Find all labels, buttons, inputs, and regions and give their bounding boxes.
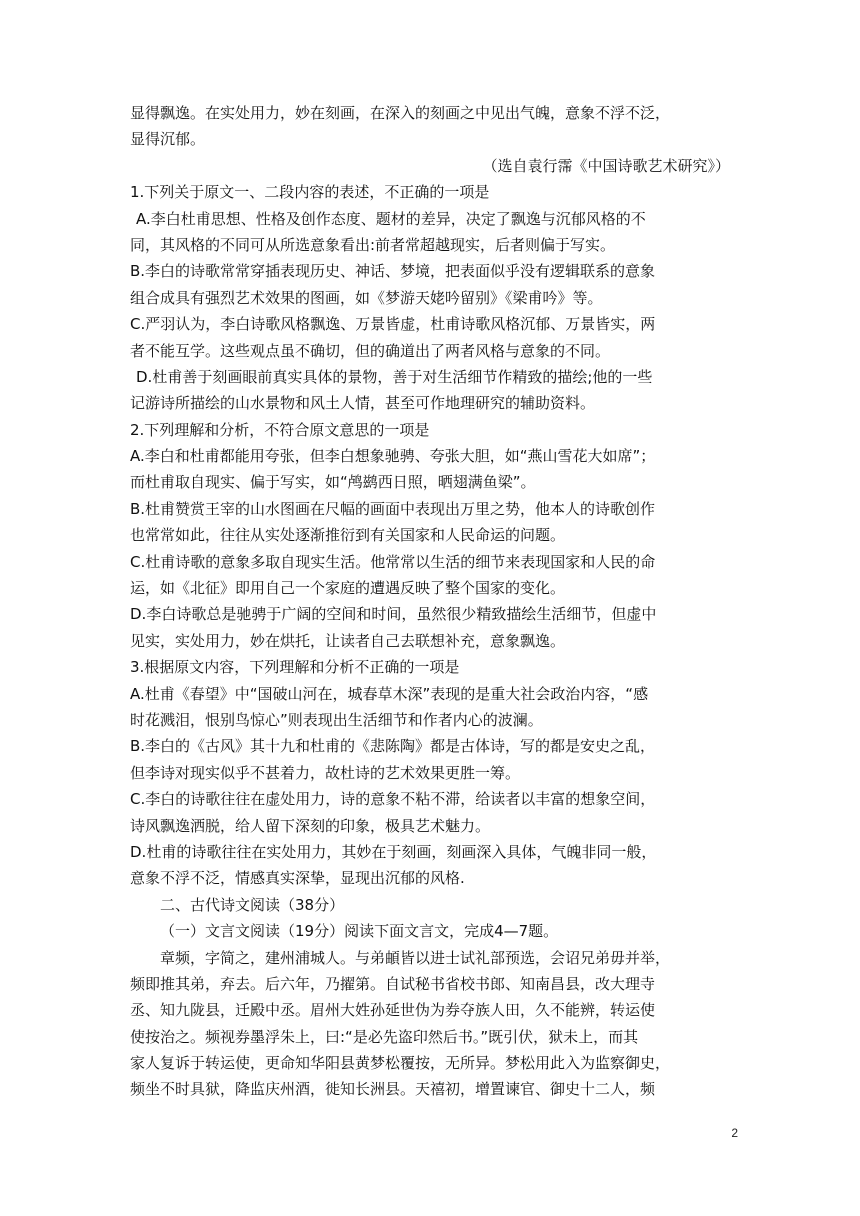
text-line: 使按治之。频视券墨浮朱上，曰:“是必先盗印然后书。”既引伏，狱未上，而其 <box>130 1027 639 1046</box>
text-line: 同，其风格的不同可从所选意象看出:前者常超越现实，后者则偏于写实。 <box>130 235 616 254</box>
text-line: B.李白的诗歌常常穿插表现历史、神话、梦境，把表面似乎没有逻辑联系的意象 <box>130 262 656 281</box>
text-line: 组合成具有强烈艺术效果的图画，如《梦游天姥吟留别》《梁甫吟》等。 <box>130 288 603 307</box>
text-line: 章频，字简之，建州浦城人。与弟頔皆以进士试礼部预选，会诏兄弟毋并举， <box>160 948 671 967</box>
text-line: 时花溅泪，恨别鸟惊心”则表现出生活细节和作者内心的波澜。 <box>130 710 543 729</box>
text-line: 记游诗所描绘的山水景物和风土人情，甚至可作地理研究的辅助资料。 <box>130 394 596 413</box>
page-body-text <box>130 100 730 1103</box>
text-line: 丞、知九陇县，迁殿中丞。眉州大姓孙延世伪为券夺族人田，久不能辨，转运使 <box>130 1001 656 1020</box>
text-line: C.严羽认为，李白诗歌风格飘逸、万景皆虚，杜甫诗歌风格沉郁、万景皆实，两 <box>130 315 656 334</box>
text-line: A.李白杜甫思想、性格及创作态度、题材的差异，决定了飘逸与沉郁风格的不 <box>136 209 646 228</box>
text-line: D.李白诗歌总是驰骋于广阔的空间和时间，虽然很少精致描绘生活细节，但虚中 <box>130 605 657 624</box>
text-line: 频即推其弟，弃去。后六年，乃擢第。自试秘书省校书郎、知南昌县，改大理寺 <box>130 974 656 993</box>
text-line: D.杜甫的诗歌往往在实处用力，其妙在于刻画，刻画深入具体，气魄非同一般， <box>130 842 657 861</box>
text-line: 3.根据原文内容，下列理解和分析不正确的一项是 <box>130 658 460 677</box>
text-line: 2.下列理解和分析，不符合原文意思的一项是 <box>130 420 430 439</box>
text-line: D.杜甫善于刻画眼前真实具体的景物，善于对生活细节作精致的描绘;他的一些 <box>136 367 653 386</box>
text-line: 1.下列关于原文一、二段内容的表述，不正确的一项是 <box>130 183 490 202</box>
text-line: 但李诗对现实似乎不甚着力，故杜诗的艺术效果更胜一筹。 <box>130 763 521 782</box>
text-line: B.李白的《古风》其十九和杜甫的《悲陈陶》都是古体诗，写的都是安史之乱， <box>130 737 656 756</box>
text-line: 显得沉郁。 <box>130 130 206 149</box>
text-line: （选自袁行霈《中国诗歌艺术研究》） <box>482 156 730 175</box>
page-number: 2 <box>731 1126 738 1140</box>
text-line: B.杜甫赞赏王宰的山水图画在尺幅的画面中表现出万里之势，他本人的诗歌创作 <box>130 499 656 518</box>
text-line: 也常常如此，往往从实处逐渐推衍到有关国家和人民命运的问题。 <box>130 526 566 545</box>
text-line: （一）文言文阅读（19分）阅读下面文言文，完成4—7题。 <box>160 922 559 941</box>
text-line: C.杜甫诗歌的意象多取自现实生活。他常常以生活的细节来表现国家和人民的命 <box>130 552 656 571</box>
text-line: 意象不浮不泛，情感真实深挚，显现出沉郁的风格. <box>130 869 465 888</box>
text-line: 诗风飘逸洒脱，给人留下深刻的印象，极具艺术魅力。 <box>130 816 491 835</box>
text-line: 频坐不时具狱，降监庆州酒，徙知长洲县。天禧初，增置谏官、御史十二人，频 <box>130 1080 656 1099</box>
text-line: A.杜甫《春望》中“国破山河在，城春草木深”表现的是重大社会政治内容，“感 <box>130 684 649 703</box>
text-line: 家人复诉于转运使，更命知华阳县黄梦松覆按，无所异。梦松用此入为监察御史， <box>130 1054 671 1073</box>
text-line: A.李白和杜甫都能用夸张，但李白想象驰骋、夸张大胆，如“燕山雪花大如席”； <box>130 447 656 466</box>
text-line: 见实，实处用力，妙在烘托，让读者自己去联想补充，意象飘逸。 <box>130 631 566 650</box>
text-line: C.李白的诗歌往往在虚处用力，诗的意象不粘不滞，给读者以丰富的想象空间， <box>130 790 656 809</box>
text-line: 显得飘逸。在实处用力，妙在刻画，在深入的刻画之中见出气魄，意象不浮不泛， <box>130 104 671 122</box>
text-line: 运，如《北征》即用自己一个家庭的遭遇反映了整个国家的变化。 <box>130 579 566 598</box>
text-line: 者不能互学。这些观点虽不确切，但的确道出了两者风格与意象的不同。 <box>130 341 611 360</box>
text-line: 二、古代诗文阅读（38分） <box>160 895 345 914</box>
text-line: 而杜甫取自现实、偏于写实，如“鸬鹚西日照，晒翅满鱼梁”。 <box>130 473 536 492</box>
